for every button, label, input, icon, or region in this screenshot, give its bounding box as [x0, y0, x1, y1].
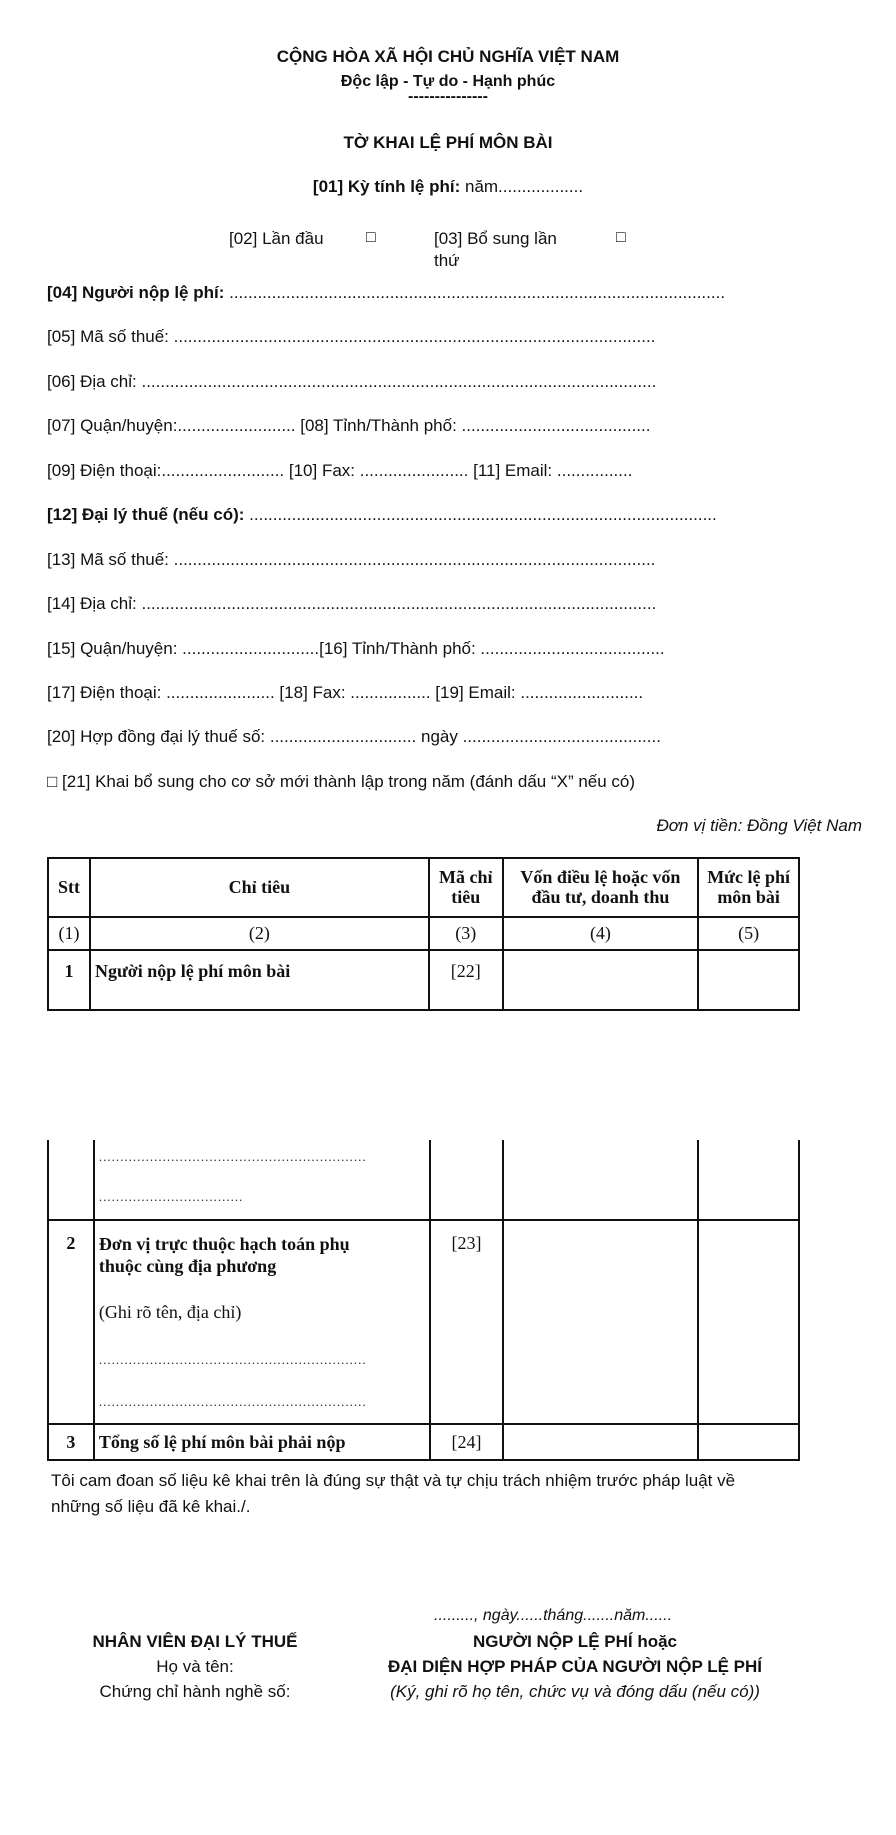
row-cont-capital[interactable]: [503, 1140, 698, 1220]
colnum-4: (4): [503, 917, 698, 950]
supplement-checkbox[interactable]: □: [616, 229, 626, 246]
row3-stt: 3: [48, 1424, 94, 1460]
payer-signature-note: (Ký, ghi rõ họ tên, chức vụ và đóng dấu (nếu có)): [390, 1682, 760, 1701]
colnum-2: (2): [90, 917, 429, 950]
field-05-tax-code: [05] Mã số thuế: ......................................................................................................: [47, 327, 656, 346]
row3-label: Tổng số lệ phí môn bài phải nộp: [94, 1424, 430, 1460]
form-title: TỜ KHAI LỆ PHÍ MÔN BÀI: [343, 133, 553, 152]
row-cont-fee[interactable]: [698, 1140, 799, 1220]
row-cont-label: [94, 1140, 430, 1220]
field-21-supplement-new-establishment: □ [21] Khai bổ sung cho cơ sở mới thành lập trong năm (đánh dấu “X” nếu có): [47, 772, 636, 791]
agent-cert-label: Chứng chỉ hành nghề số:: [99, 1682, 291, 1701]
table-header-row: [48, 858, 799, 917]
dotted-line: ...............................................................: [98, 1394, 367, 1409]
national-title: CỘNG HÒA XÃ HỘI CHỦ NGHĨA VIỆT NAM: [276, 47, 620, 66]
agent-name-label: Họ và tên:: [156, 1657, 234, 1676]
tax-period: [0, 177, 896, 197]
dotted-line: ..................................: [98, 1189, 244, 1204]
dotted-line: ...............................................................: [98, 1352, 367, 1367]
field-17-19-phone-fax-email: [17] Điện thoại: ....................... [18] Fax: ................. [19] Email: ..........................: [47, 683, 644, 702]
row2-label-cell: [94, 1220, 430, 1424]
supplement-label-cont: thứ: [434, 251, 460, 270]
header-capital: Vốn điều lệ hoặc vốn đầu tư, doanh thu: [503, 858, 698, 917]
header-divider: ---------------: [408, 88, 488, 105]
colnum-3: (3): [429, 917, 503, 950]
table-colnum-row: [48, 917, 799, 950]
table-row: [48, 1220, 799, 1424]
row1-capital-cell[interactable]: [503, 950, 698, 1010]
field-12-tax-agent: [47, 505, 717, 525]
table-row: [48, 1424, 799, 1460]
table-row: [48, 950, 799, 1010]
field-07-08-district-province: [07] Quận/huyện:......................... [08] Tỉnh/Thành phố: ........................................: [47, 416, 651, 435]
row-cont-code: [430, 1140, 504, 1220]
row3-fee-cell[interactable]: [698, 1424, 799, 1460]
row1-stt: 1: [48, 950, 90, 1010]
row-cont-stt: [48, 1140, 94, 1220]
field-04-dots: .........................................................................................................: [224, 283, 726, 302]
row2-label: Đơn vị trực thuộc hạch toán phụ: [98, 1234, 350, 1254]
row2-fee-cell[interactable]: [698, 1220, 799, 1424]
header-code: Mã chỉ tiêu: [429, 858, 503, 917]
declaration-line-1: Tôi cam đoan số liệu kê khai trên là đúng sự thật và tự chịu trách nhiệm trước pháp luật về: [51, 1471, 736, 1490]
agent-title: NHÂN VIÊN ĐẠI LÝ THUẾ: [92, 1632, 298, 1651]
row2-label-cont: thuộc cùng địa phương: [98, 1256, 277, 1276]
header-stt: Stt: [48, 858, 90, 917]
row1-label: Người nộp lệ phí môn bài: [90, 950, 429, 1010]
field-13-tax-code: [13] Mã số thuế: ......................................................................................................: [47, 550, 656, 569]
colnum-5: (5): [698, 917, 799, 950]
payer-title: NGƯỜI NỘP LỆ PHÍ hoặc: [473, 1632, 677, 1651]
field-12-label: [12] Đại lý thuế (nếu có):: [47, 505, 245, 524]
field-06-address: [06] Địa chỉ: .............................................................................................................: [47, 372, 657, 391]
row2-stt: 2: [48, 1220, 94, 1424]
header-fee-level: Mức lệ phí môn bài: [698, 858, 799, 917]
field-09-11-phone-fax-email: [09] Điện thoại:.......................... [10] Fax: ....................... [11] Email: ................: [47, 461, 633, 480]
field-04-label: [04] Người nộp lệ phí:: [47, 283, 225, 302]
row1-fee-cell[interactable]: [698, 950, 799, 1010]
field-04-payer: [47, 283, 725, 303]
tax-period-value: năm..................: [460, 177, 584, 196]
colnum-1: (1): [48, 917, 90, 950]
fee-table-top: [47, 857, 800, 1011]
row1-code: [22]: [429, 950, 503, 1010]
first-time-label: [02] Lần đầu: [229, 229, 324, 248]
currency-note: Đơn vị tiền: Đồng Việt Nam: [656, 816, 862, 835]
first-time-checkbox[interactable]: □: [366, 229, 376, 246]
field-20-agent-contract: [20] Hợp đồng đại lý thuế số: ............................... ngày ..........................................: [47, 727, 661, 746]
payer-title-cont: ĐẠI DIỆN HỢP PHÁP CỦA NGƯỜI NỘP LỆ PHÍ: [387, 1657, 763, 1676]
row2-note: (Ghi rõ tên, địa chỉ): [98, 1302, 242, 1322]
national-motto: Độc lập - Tự do - Hạnh phúc: [340, 73, 556, 90]
field-12-dots: ...................................................................................................: [244, 505, 717, 524]
fee-table-bottom: [47, 1140, 800, 1461]
date-line: ........., ngày......tháng.......năm......: [434, 1607, 673, 1624]
supplement-label: [03] Bổ sung lần: [434, 229, 557, 248]
row3-code: [24]: [430, 1424, 504, 1460]
field-14-address: [14] Địa chỉ: .............................................................................................................: [47, 594, 657, 613]
row3-capital-cell[interactable]: [503, 1424, 698, 1460]
tax-period-label: [01] Kỳ tính lệ phí:: [312, 177, 461, 196]
row2-code: [23]: [430, 1220, 504, 1424]
field-15-16-district-province: [15] Quận/huyện: .............................[16] Tỉnh/Thành phố: .......................................: [47, 639, 665, 658]
row2-capital-cell[interactable]: [503, 1220, 698, 1424]
dotted-line: ...............................................................: [98, 1149, 367, 1164]
header-indicator: Chỉ tiêu: [90, 858, 429, 917]
declaration-line-2: những số liệu đã kê khai./.: [51, 1497, 251, 1516]
table-row: [48, 1140, 799, 1220]
